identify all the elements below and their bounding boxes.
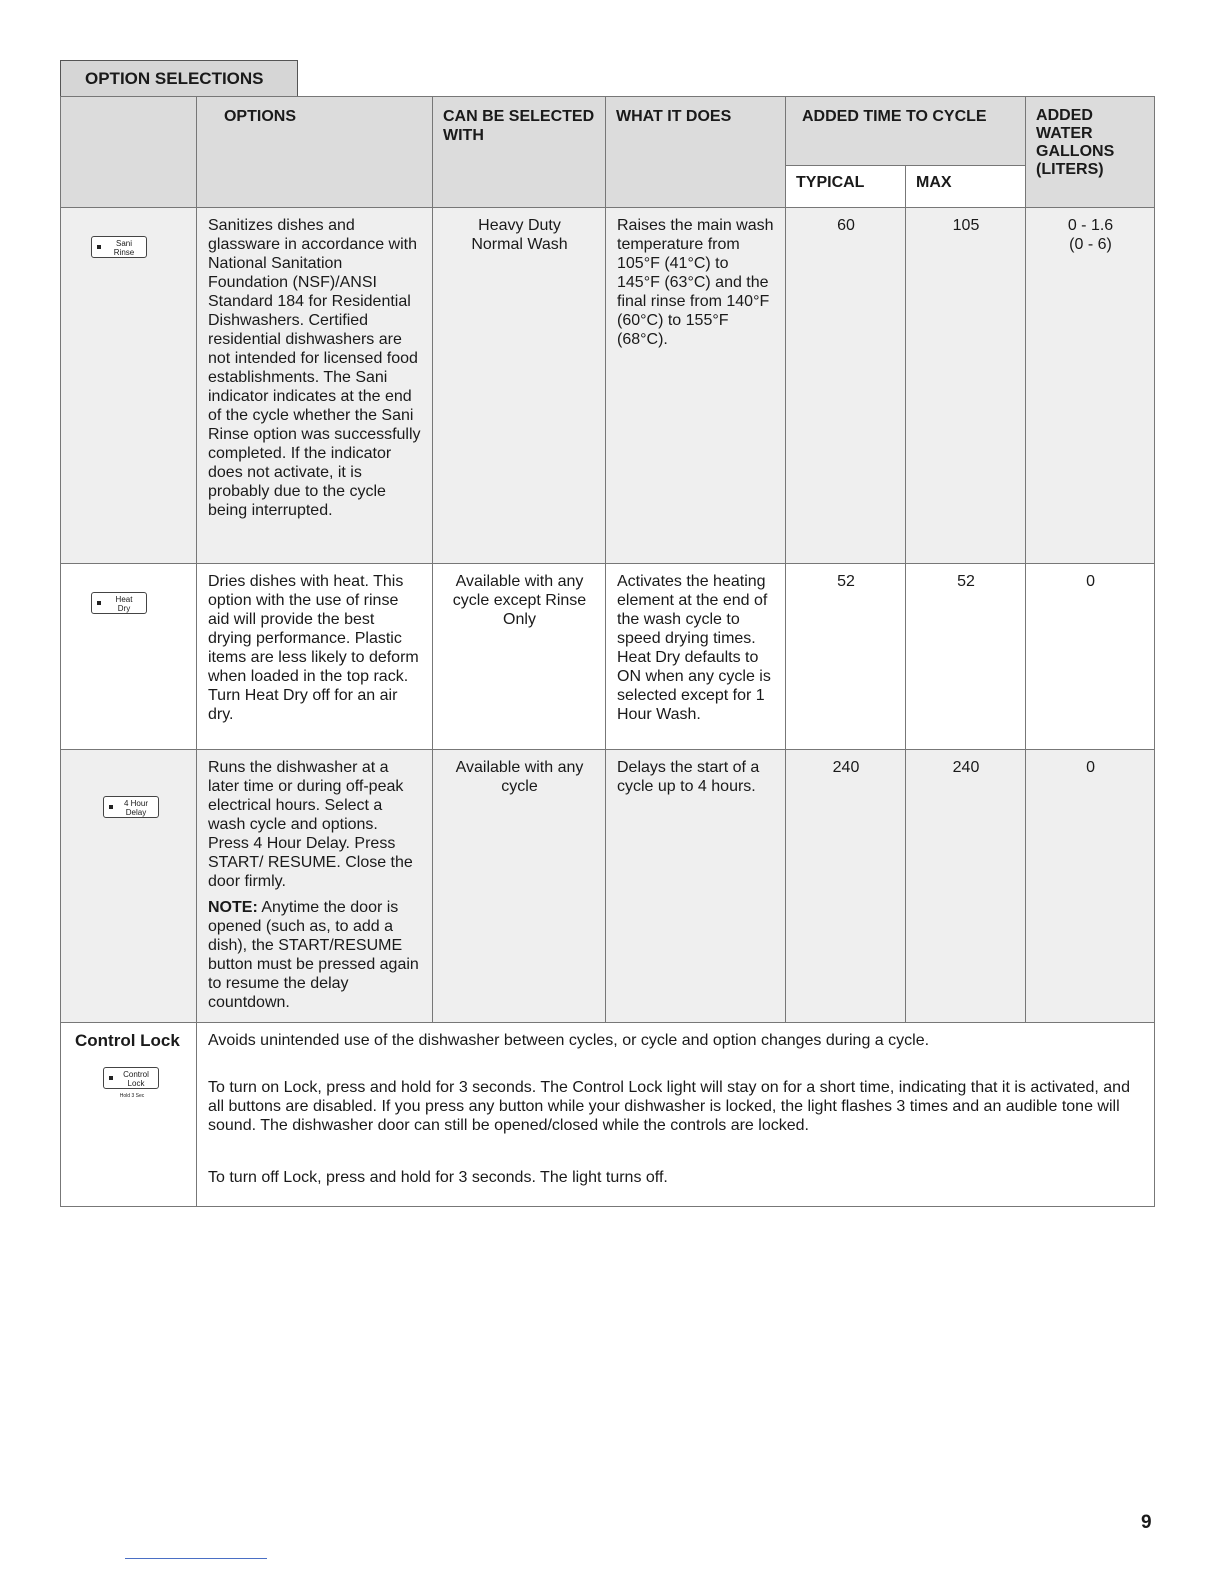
four-hour-delay-button-icon: [103, 796, 159, 818]
note-text: Anytime the door is opened (such as, to add a dish), the START/RESUME button must be pressed again to resume the delay countdown.: [208, 899, 419, 1011]
header-added-time: ADDED TIME TO CYCLE: [786, 97, 1026, 166]
footer-rule: [125, 1558, 267, 1559]
selected-with: Available with any cycle: [433, 750, 606, 1023]
header-added-water: ADDED WATER GALLONS (LITERS): [1026, 97, 1155, 208]
button-label-line1: 4 Hour: [123, 799, 148, 808]
table-row: [61, 750, 1155, 1023]
what-it-does: Delays the start of a cycle up to 4 hours.: [606, 750, 786, 1023]
page-number: 9: [1141, 1512, 1152, 1533]
what-it-does: Raises the main wash temperature from 105°F (41°C) to 145°F (63°C) and the final rinse from 140°F (60°C) to 155°F (68°C).: [606, 208, 786, 564]
button-label-line2: Lock: [127, 1079, 145, 1088]
control-lock-title: Control Lock: [75, 1031, 180, 1050]
selected-with: Available with any cycle except Rinse Only: [433, 564, 606, 750]
button-label-line1: Heat: [115, 595, 133, 604]
time-max: 52: [906, 564, 1026, 750]
button-label-line1: Sani: [115, 239, 132, 248]
heat-dry-button-icon: [91, 592, 147, 614]
header-blank: [61, 97, 197, 208]
option-description: [197, 750, 433, 1023]
header-what-it-does: WHAT IT DOES: [606, 97, 786, 208]
button-label-line2: Delay: [125, 808, 147, 817]
header-typical: TYPICAL: [786, 166, 906, 208]
button-label-line1: Control: [123, 1070, 149, 1079]
selected-with-line2: Normal Wash: [471, 236, 568, 253]
selected-with-line1: Heavy Duty: [478, 217, 561, 234]
option-selections-table: [60, 96, 1155, 1207]
option-button-cell: [61, 750, 197, 1023]
button-label-line2: Rinse: [113, 248, 135, 257]
water-liters: (0 - 6): [1069, 236, 1112, 253]
delay-note: [208, 898, 422, 1012]
control-lock-para-2: To turn on Lock, press and hold for 3 seconds. The Control Lock light will stay on for a short time, indicating that it is activated, and all buttons are disabled. If you press any button while your dishwasher is locked, the light flashes 3 times and an audible tone will sound. The dishwasher door can still be opened/closed while the controls are locked.: [208, 1079, 1130, 1134]
button-label-line2: Dry: [117, 604, 131, 613]
option-description: Dries dishes with heat. This option with the use of rinse aid will provide the best drying performance. Plastic items are less likely to deform when loaded in the top rack. Turn Heat Dry off for an air dry.: [197, 564, 433, 750]
header-can-be-selected-with: CAN BE SELECTED WITH: [433, 97, 606, 208]
hold-label: Hold 3 Sec: [119, 1093, 145, 1099]
added-water: 0: [1026, 750, 1155, 1023]
table-row: [61, 208, 1155, 564]
water-gallons: 0 - 1.6: [1067, 217, 1114, 234]
option-description: Sanitizes dishes and glassware in accordance with National Sanitation Foundation (NSF)/ANSI Standard 184 for Residential Dishwashers. Certified residential dishwashers are not intended for licensed food establishments. The Sani indicator indicates at the end of the cycle whether the Sani Rinse option was successfully completed. If the indicator does not activate, it is probably due to the cycle being interrupted.: [197, 208, 433, 564]
header-max: MAX: [906, 166, 1026, 208]
control-lock-cell: [61, 1023, 197, 1207]
time-typical: 52: [786, 564, 906, 750]
note-label: NOTE:: [208, 899, 258, 916]
what-it-does: Activates the heating element at the end of the wash cycle to speed drying times. Heat Dry defaults to ON when any cycle is selected except for 1 Hour Wash.: [606, 564, 786, 750]
time-typical: 60: [786, 208, 906, 564]
time-max: 105: [906, 208, 1026, 564]
option-button-cell: [61, 208, 197, 564]
control-lock-para-1: Avoids unintended use of the dishwasher between cycles, or cycle and option changes during a cycle.: [208, 1032, 930, 1049]
section-tab: OPTION SELECTIONS: [60, 60, 298, 96]
selected-with: [433, 208, 606, 564]
header-options: OPTIONS: [197, 97, 433, 208]
time-max: 240: [906, 750, 1026, 1023]
table-row-control-lock: [61, 1023, 1155, 1207]
time-typical: 240: [786, 750, 906, 1023]
control-lock-button-icon: [103, 1067, 159, 1099]
table-row: [61, 564, 1155, 750]
delay-description-text: Runs the dishwasher at a later time or during off-peak electrical hours. Select a wash cycle and options. Press 4 Hour Delay. Press START/ RESUME. Close the door firmly.: [208, 759, 413, 890]
sani-rinse-button-icon: [91, 236, 147, 258]
control-lock-para-3: To turn off Lock, press and hold for 3 seconds. The light turns off.: [208, 1169, 668, 1186]
option-button-cell: [61, 564, 197, 750]
added-water: [1026, 208, 1155, 564]
added-water: 0: [1026, 564, 1155, 750]
control-lock-description: [197, 1023, 1155, 1207]
